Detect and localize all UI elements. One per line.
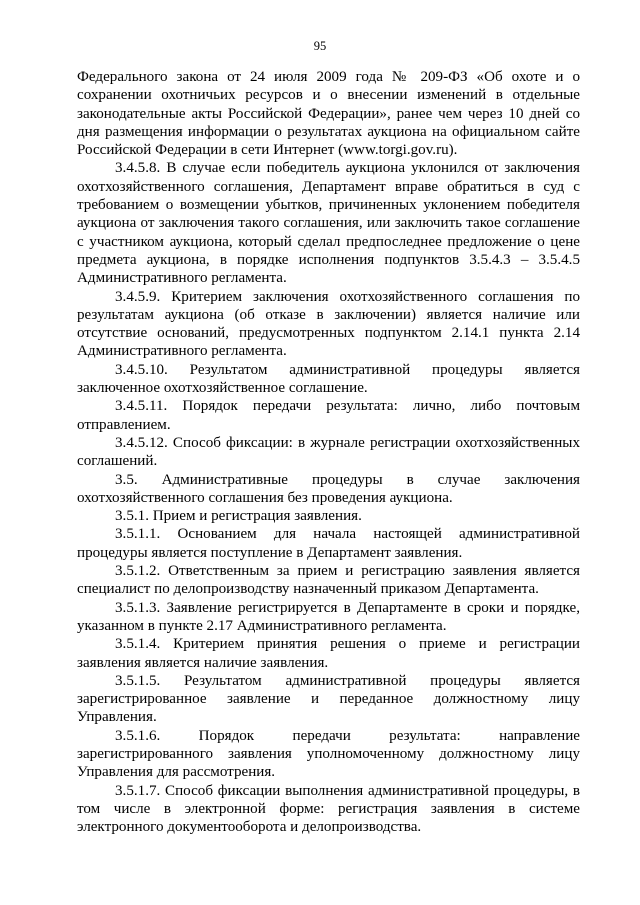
document-body — [77, 68, 580, 836]
paragraph: 3.5.1. Прием и регистрация заявления. — [115, 508, 362, 525]
paragraph: 3.4.5.8. В случае если победитель аукциона уклонился от заключения охотхозяйственного соглашения, Департамент вправе обратиться в суд с требованием о возмещении убытков, причиненных уклонением победителя аукциона от заключения такого соглашения, или заключить такое соглашение с участником аукциона, который сделал предпоследнее предложение о цене предмета аукциона, в порядке исполнения подпунктов 3.5.4.3 – 3.5.4.5 Административного регламента. — [77, 160, 580, 287]
paragraph: 3.5. Административные процедуры в случае заключения охотхозяйственного соглашения без проведения аукциона. — [77, 471, 580, 506]
paragraph: 3.5.1.4. Критерием принятия решения о приеме и регистрации заявления является наличие заявления. — [77, 636, 580, 671]
paragraph: 3.5.1.5. Результатом административной процедуры является зарегистрированное заявление и переданное должностному лицу Управления. — [77, 672, 580, 726]
paragraph: 3.4.5.11. Порядок передачи результата: лично, либо почтовым отправлением. — [77, 398, 580, 433]
paragraph: 3.5.1.7. Способ фиксации выполнения административной процедуры, в том числе в электронной форме: регистрация заявления в системе электронного документооборота и делопроизводства. — [77, 782, 580, 836]
paragraph: 3.5.1.2. Ответственным за прием и регистрацию заявления является специалист по делопроизводству назначенный приказом Департамента. — [77, 563, 580, 598]
paragraph: Федерального закона от 24 июля 2009 года № 209-ФЗ «Об охоте и о сохранении охотничьих ресурсов и о внесении изменений в отдельные законодательные акты Российской Федерации», ранее чем через 10 дней со дня размещения информации о результатах аукциона на официальном сайте Российской Федерации в сети Интернет (www.torgi.gov.ru). — [77, 69, 580, 159]
paragraph: 3.5.1.1. Основанием для начала настоящей административной процедуры является поступление в Департамент заявления. — [77, 526, 580, 561]
paragraph: 3.5.1.3. Заявление регистрируется в Департаменте в сроки и порядке, указанном в пункте 2.17 Административного регламента. — [77, 599, 580, 634]
paragraph: 3.4.5.10. Результатом административной процедуры является заключенное охотхозяйственное соглашение. — [77, 361, 580, 397]
paragraph: 3.4.5.12. Способ фиксации: в журнале регистрации охотхозяйственных соглашений. — [77, 434, 580, 470]
paragraph: 3.4.5.9. Критерием заключения охотхозяйственного соглашения по результатам аукциона (об отказе в заключении) является наличие или отсутствие оснований, предусмотренных подпунктом 2.14.1 пункта 2.14 Административного регламента. — [77, 288, 580, 360]
paragraph: 3.5.1.6. Порядок передачи результата: направление зарегистрированного заявления уполномоченному должностному лицу Управления для рассмотрения. — [77, 727, 580, 781]
page-number: 95 — [313, 39, 327, 53]
